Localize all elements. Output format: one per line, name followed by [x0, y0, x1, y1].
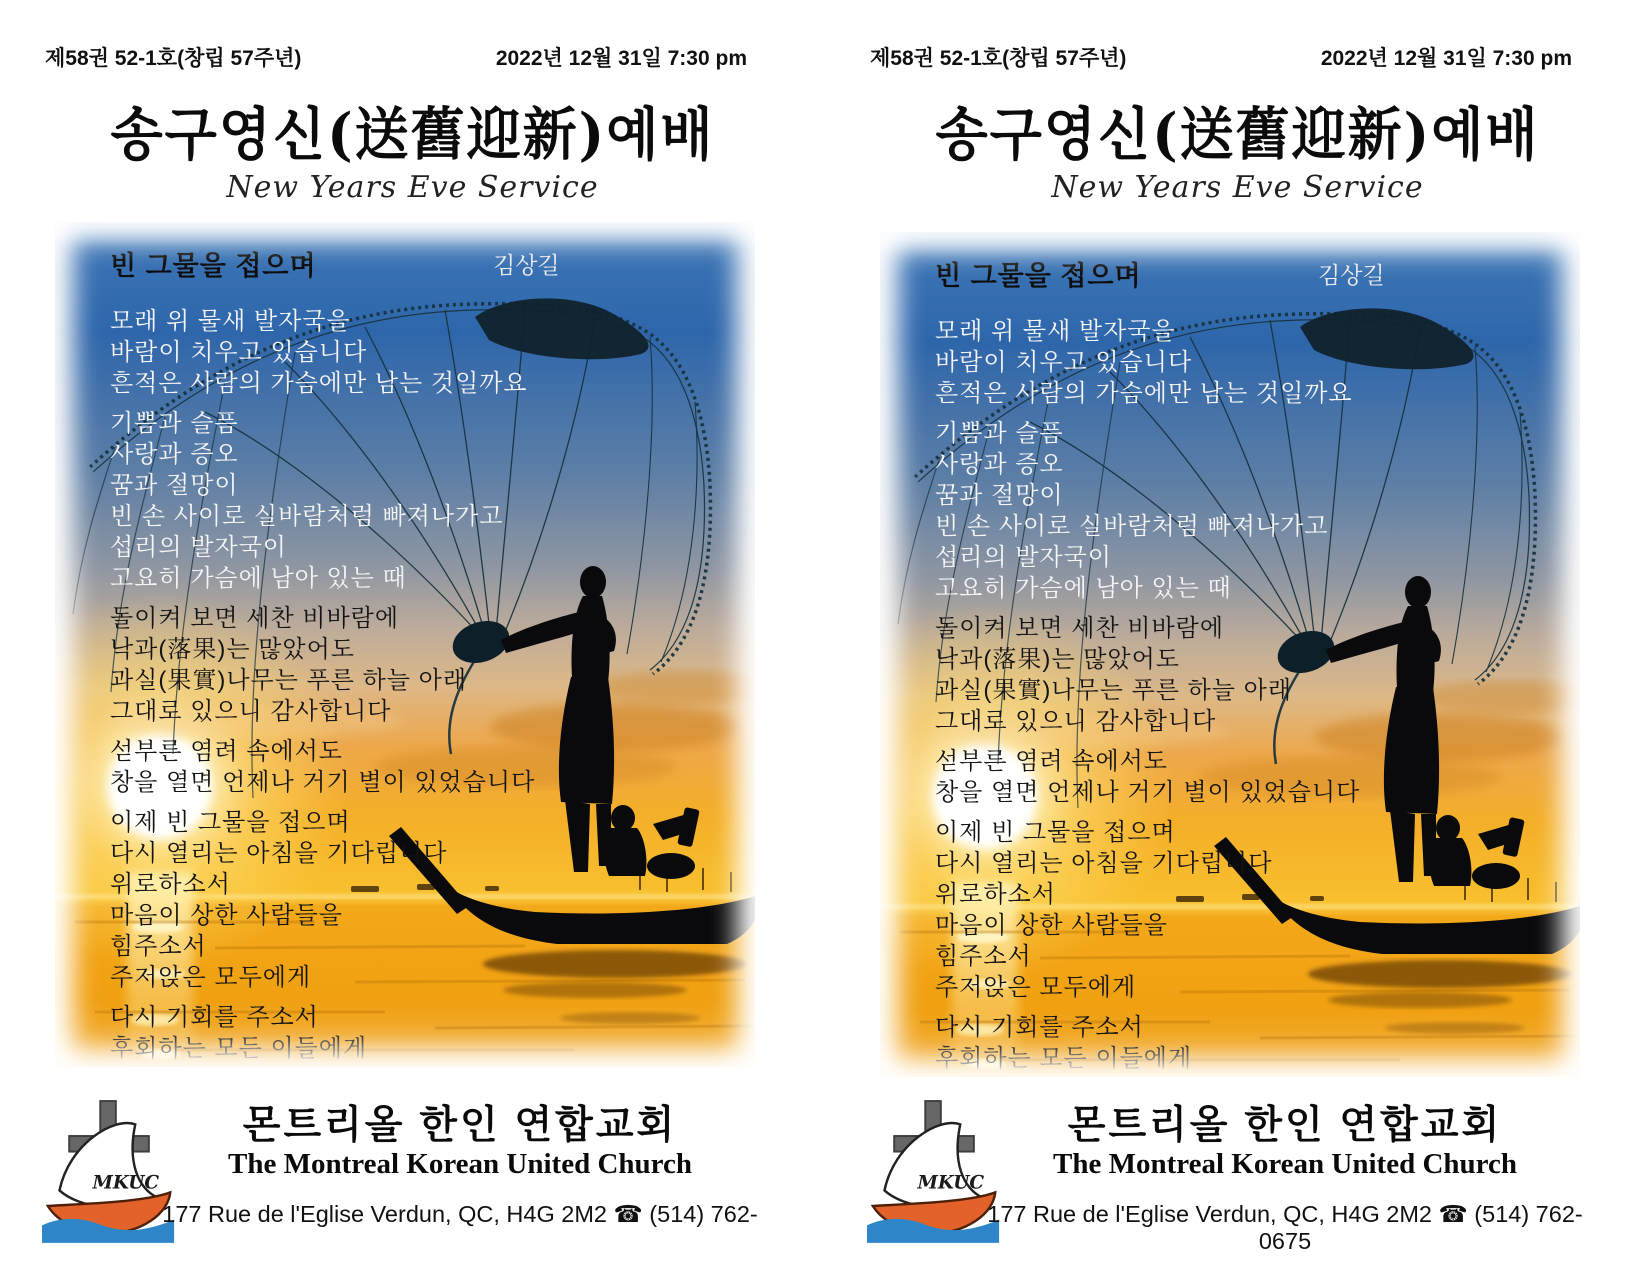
church-name-english: The Montreal Korean United Church	[1052, 1148, 1517, 1180]
poem-line: 과실(果實)나무는 푸른 하늘 아래	[935, 677, 1293, 704]
church-name-korean: 몬트리올 한인 연합교회	[242, 1104, 678, 1147]
poem-stanza	[110, 603, 535, 727]
issue-number: 제58권 52-1호(창립 57주년)	[870, 47, 1127, 70]
poem-line: 꿈과 절망이	[935, 482, 1064, 509]
poem-line: 돌이켜 보면 세찬 비바람에	[110, 605, 400, 632]
poem-overlay	[55, 222, 755, 1067]
poem-title: 빈 그물을 접으며	[935, 261, 1142, 291]
poem-line: 후회하는 모든 이들에게	[110, 1035, 368, 1062]
poem-stanza	[110, 736, 535, 798]
poem-line: 흔적은 사람의 가슴에만 남는 것일까요	[935, 380, 1353, 407]
poem-line: 기쁨과 슬픔	[935, 420, 1064, 447]
poem-line: 힘주소서	[110, 933, 207, 960]
poem-line: 과실(果實)나무는 푸른 하늘 아래	[110, 667, 468, 694]
poem-line: 그대로 있으니 감사합니다	[935, 708, 1217, 735]
poem-line: 바람이 치우고 있습니다	[110, 339, 368, 366]
poem-stanza	[935, 613, 1360, 737]
poem-stanza	[935, 418, 1360, 604]
poem-line: 섭리의 발자국이	[110, 534, 287, 561]
poem-line: 흔적은 사람의 가슴에만 남는 것일까요	[110, 370, 528, 397]
poem-line: 그대로 있으니 감사합니다	[110, 698, 392, 725]
poem-line: 힘주소서	[935, 943, 1032, 970]
poem-line: 낙과(落果)는 많았어도	[110, 636, 355, 663]
poem-line: 주저앉은 모두에게	[110, 964, 312, 991]
poem-stanza	[110, 807, 535, 993]
church-address: 177 Rue de l'Eglise Verdun, QC, H4G 2M2 ☎ (514) 762-0675	[987, 1201, 1583, 1254]
poem-body	[110, 306, 535, 1073]
poem-line: 위로하소서	[935, 881, 1056, 908]
poem-line: 다시 열리는 아침을 기다립니다	[110, 840, 448, 867]
poem-line: 창을 열면 언제나 거기 별이 있었습니다	[110, 769, 536, 796]
poem-line: 낙과(落果)는 많았어도	[935, 646, 1180, 673]
poem-line: 빈 손 사이로 실바람처럼 빠져나가고	[110, 503, 504, 530]
poem-stanza	[935, 746, 1360, 808]
poem-line: 마음이 상한 사람들을	[935, 912, 1168, 939]
bulletin-page-right	[825, 0, 1650, 1275]
poem-line: 마음이 상한 사람들을	[110, 902, 343, 929]
service-datetime: 2022년 12월 31일 7:30 pm	[495, 47, 747, 70]
issue-number: 제58권 52-1호(창립 57주년)	[45, 47, 302, 70]
poem-line: 빈 손 사이로 실바람처럼 빠져나가고	[935, 513, 1329, 540]
poem-line: 이제 빈 그물을 접으며	[110, 809, 351, 836]
poem-stanza	[110, 1002, 535, 1064]
poem-line: 다시 기회를 주소서	[110, 1004, 319, 1031]
poem-body	[935, 316, 1360, 1083]
poem-line: 다시 열리는 아침을 기다립니다	[935, 850, 1273, 877]
poem-line: 고요히 가슴에 남아 있는 때	[110, 565, 407, 592]
church-name-korean: 몬트리올 한인 연합교회	[1067, 1104, 1503, 1147]
poem-header	[935, 254, 1560, 291]
poem-line: 섣부른 염려 속에서도	[935, 748, 1168, 775]
poem-title: 빈 그물을 접으며	[110, 251, 317, 281]
service-title-english: New Years Eve Service	[1051, 170, 1424, 205]
poem-line: 꿈과 절망이	[110, 472, 239, 499]
poem-stanza	[935, 1012, 1360, 1074]
service-title-korean: 송구영신(送舊迎新)예배	[935, 100, 1540, 168]
sunset-fisherman-photo	[55, 222, 755, 1067]
poem-line: 다시 기회를 주소서	[935, 1014, 1144, 1041]
poem-line: 주저앉은 모두에게	[935, 974, 1137, 1001]
poem-stanza	[935, 817, 1360, 1003]
poem-overlay	[880, 232, 1580, 1077]
service-title-english: New Years Eve Service	[226, 170, 599, 205]
poem-header	[110, 244, 735, 281]
poem-line: 위로하소서	[110, 871, 231, 898]
poem-line: 사랑과 증오	[110, 441, 239, 468]
poem-line: 바람이 치우고 있습니다	[935, 349, 1193, 376]
service-title-korean: 송구영신(送舊迎新)예배	[110, 100, 715, 168]
poem-line: 섣부른 염려 속에서도	[110, 738, 343, 765]
church-name-english: The Montreal Korean United Church	[227, 1148, 692, 1180]
poem-line: 사랑과 증오	[935, 451, 1064, 478]
sunset-fisherman-photo	[880, 232, 1580, 1077]
poem-stanza	[110, 306, 535, 399]
poem-author: 김상길	[1318, 262, 1385, 288]
church-address: 177 Rue de l'Eglise Verdun, QC, H4G 2M2 ☎ (514) 762-	[162, 1201, 758, 1227]
poem-line: 이제 빈 그물을 접으며	[935, 819, 1176, 846]
service-datetime: 2022년 12월 31일 7:30 pm	[1320, 47, 1572, 70]
poem-line: 모래 위 물새 발자국을	[935, 318, 1176, 345]
poem-line: 돌이켜 보면 세찬 비바람에	[935, 615, 1225, 642]
poem-stanza	[935, 316, 1360, 409]
poem-line: 섭리의 발자국이	[935, 544, 1112, 571]
poem-stanza	[110, 408, 535, 594]
poem-line: 창을 열면 언제나 거기 별이 있었습니다	[935, 779, 1361, 806]
poem-line: 기쁨과 슬픔	[110, 410, 239, 437]
poem-author: 김상길	[493, 252, 560, 278]
poem-line: 고요히 가슴에 남아 있는 때	[935, 575, 1232, 602]
poem-line: 모래 위 물새 발자국을	[110, 308, 351, 335]
poem-line: 후회하는 모든 이들에게	[935, 1045, 1193, 1072]
